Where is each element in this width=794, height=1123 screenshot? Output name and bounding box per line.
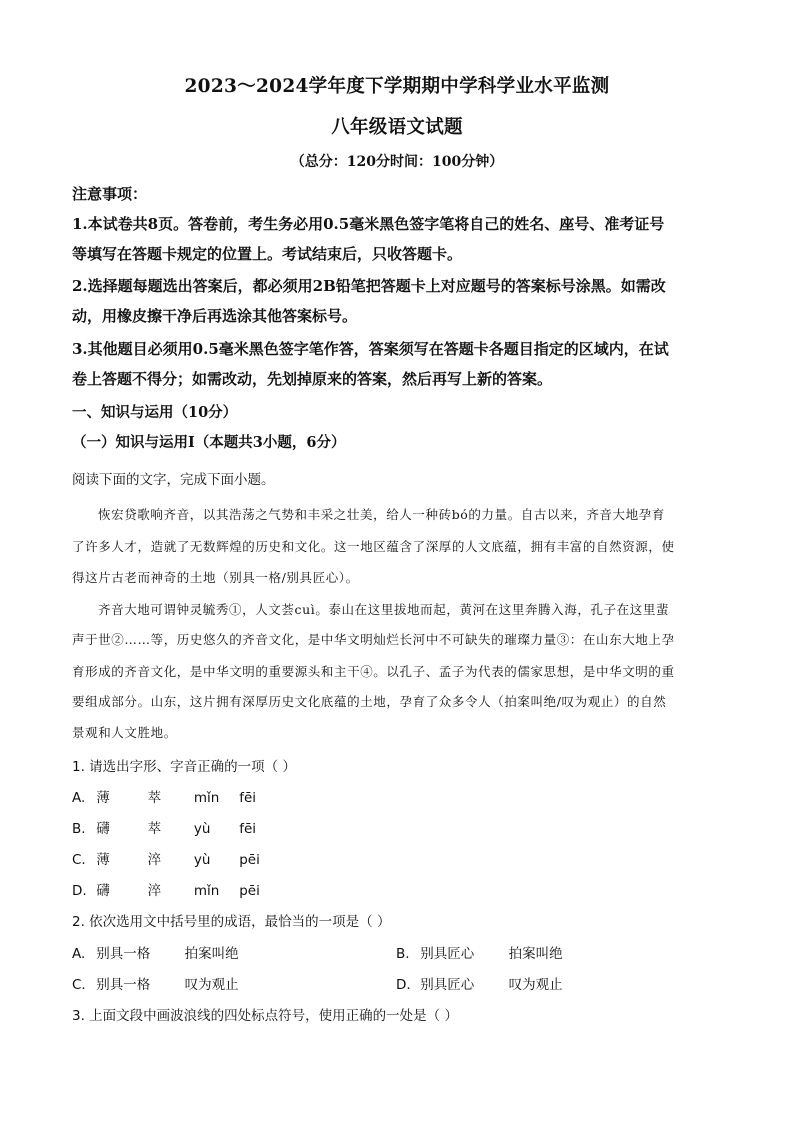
option-idiom: 拍案叫绝 [508, 946, 563, 962]
option-letter: A. [72, 946, 86, 962]
q2-option-c[interactable] [72, 973, 239, 993]
option-char: 薄 [96, 790, 110, 806]
option-idiom: 别具一格 [96, 946, 151, 962]
passage-line: 齐音大地可谓钟灵毓秀①，人文荟cuì。泰山在这里拔地而起，黄河在这里奔腾入海，孔子在这里蜚 [98, 602, 670, 617]
q1-option-a[interactable] [72, 786, 256, 806]
question-1-stem: 1. 请选出字形、字音正确的一项（ ） [72, 759, 296, 775]
notice-line-4: 动，用橡皮擦干净后再选涂其他答案标号。 [72, 307, 358, 325]
option-char: 淬 [147, 852, 162, 868]
option-pinyin: fēi [239, 821, 256, 837]
option-letter: B. [396, 946, 410, 962]
option-pinyin: mǐn [193, 883, 220, 899]
exam-meta: （总分：120分时间：100分钟） [290, 154, 504, 170]
option-idiom: 别具匠心 [420, 977, 475, 993]
option-pinyin: pēi [239, 883, 260, 899]
q1-option-c[interactable] [72, 848, 260, 868]
passage-line: 要组成部分。山东，这片拥有深厚历史文化底蕴的土地，孕育了众多令人（拍案叫绝/叹为观止）的自然 [72, 694, 667, 709]
option-pinyin: mǐn [193, 790, 220, 806]
option-char: 萃 [147, 821, 162, 837]
subsection-heading: （一）知识与运用Ⅰ（本题共3小题，6分） [72, 434, 346, 451]
option-letter: D. [72, 883, 87, 899]
option-letter: C. [72, 977, 86, 993]
passage-line: 育形成的齐音文化，是中华文明的重要源头和主干④。以孔子、孟子为代表的儒家思想，是中华文明的重 [72, 664, 675, 679]
option-idiom: 别具匠心 [420, 946, 475, 962]
q2-option-b[interactable] [396, 942, 563, 962]
q1-option-b[interactable] [72, 817, 256, 837]
q2-option-d[interactable] [396, 973, 563, 993]
option-idiom: 别具一格 [96, 977, 151, 993]
passage-line: 恢宏贷歌响齐音，以其浩荡之气势和丰采之壮美，给人一种砖bó的力量。自古以来，齐音大地孕育 [98, 507, 665, 522]
notice-line-2: 等填写在答题卡规定的位置上。考试结束后，只收答题卡。 [72, 245, 463, 263]
notice-line-3: 2.选择题每题选出答案后，都必须用2B铅笔把答题卡上对应题号的答案标号涂黑。如需改 [72, 277, 666, 295]
option-letter: D. [396, 977, 411, 993]
q1-option-d[interactable] [72, 879, 260, 899]
option-idiom: 叹为观止 [508, 977, 563, 993]
option-char: 淬 [147, 883, 162, 899]
section-heading: 一、知识与运用（10分） [72, 404, 238, 421]
passage-line: 声于世②……等，历史悠久的齐音文化，是中华文明灿烂长河中不可缺失的璀璨力量③：在山东大地上孕 [72, 632, 675, 647]
option-char: 薄 [96, 852, 110, 868]
exam-subject: 八年级语文试题 [331, 117, 463, 138]
notice-line-6: 卷上答题不得分；如需改动，先划掉原来的答案，然后再写上新的答案。 [72, 370, 553, 388]
option-pinyin: fēi [239, 790, 256, 806]
question-3-stem: 3. 上面文段中画波浪线的四处标点符号，使用正确的一处是（ ） [72, 1008, 458, 1024]
option-pinyin: pēi [239, 852, 260, 868]
option-letter: A. [72, 790, 86, 806]
passage-line: 景观和人文胜地。 [72, 725, 177, 740]
option-char: 礴 [96, 821, 110, 837]
notice-heading: 注意事项： [72, 185, 148, 203]
q2-option-a[interactable] [72, 942, 239, 962]
option-char: 萃 [147, 790, 162, 806]
option-idiom: 拍案叫绝 [184, 946, 239, 962]
passage-line: 得这片古老而神奇的土地（别具一格/别具匠心）。 [72, 570, 359, 585]
option-char: 礴 [96, 883, 110, 899]
exam-title: 2023～2024学年度下学期期中学科学业水平监测 [184, 76, 610, 97]
option-idiom: 叹为观止 [184, 977, 239, 993]
option-letter: B. [72, 821, 86, 837]
passage-line: 了许多人才，造就了无数辉煌的历史和文化。这一地区蕴含了深厚的人文底蕴，拥有丰富的自然资源，使 [72, 539, 675, 554]
reading-instruction: 阅读下面的文字，完成下面小题。 [72, 472, 275, 488]
notice-line-1: 1.本试卷共8页。答卷前，考生务必用0.5毫米黑色签字笔将自己的姓名、座号、准考证号 [72, 215, 665, 233]
question-2-stem: 2. 依次选用文中括号里的成语，最恰当的一项是（ ） [72, 914, 391, 930]
option-pinyin: yù [193, 852, 211, 868]
option-letter: C. [72, 852, 86, 868]
notice-line-5: 3.其他题目必须用0.5毫米黑色签字笔作答，答案须写在答题卡各题目指定的区域内，在试 [72, 340, 669, 358]
option-pinyin: yù [193, 821, 211, 837]
